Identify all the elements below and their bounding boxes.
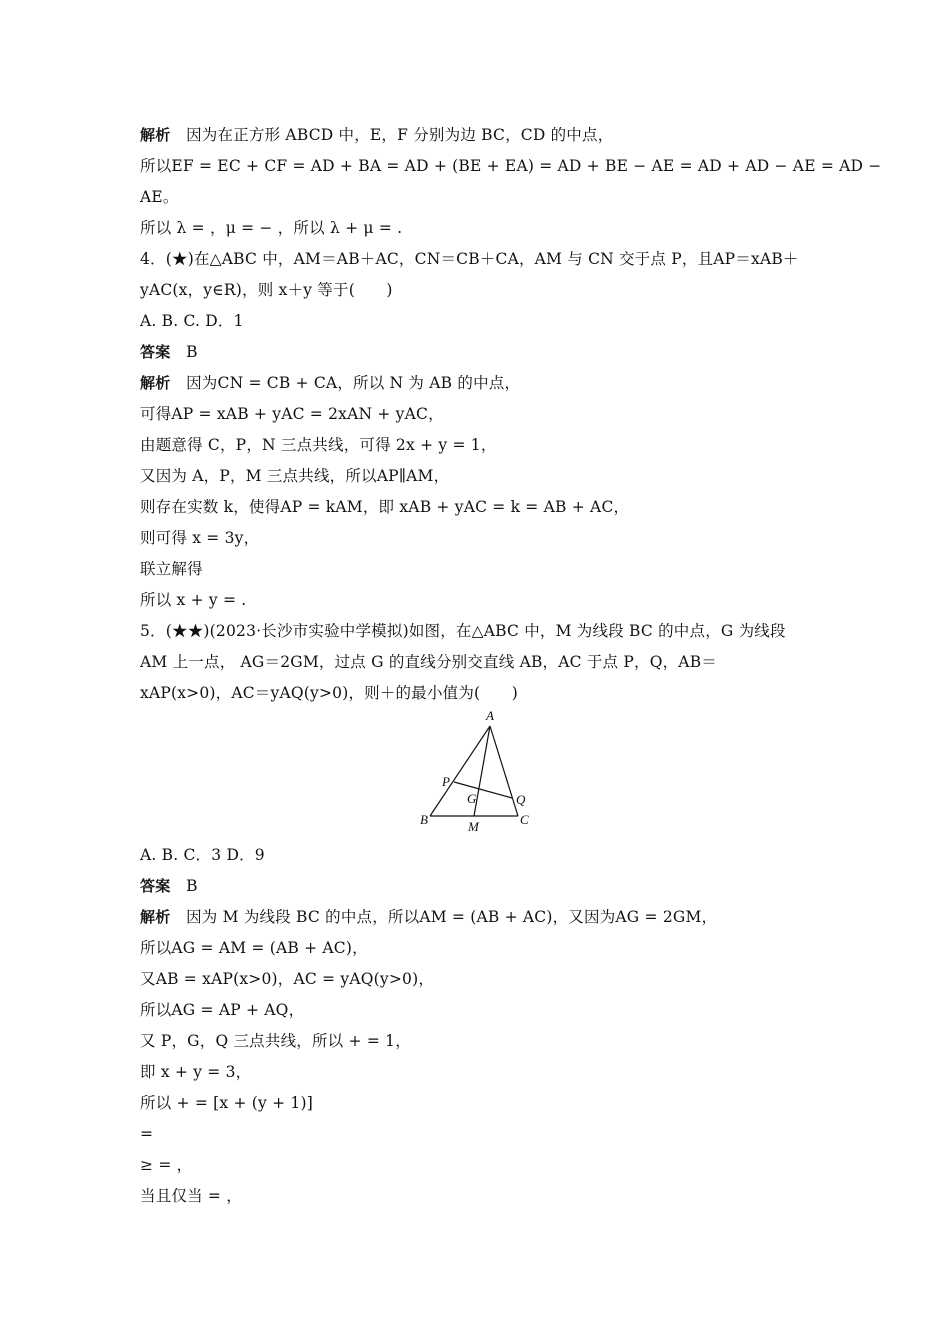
analysis-5-line-9: ≥ = ，: [140, 1156, 193, 1174]
label-analysis: 解析: [140, 374, 171, 392]
question-4-line-2: yAC(x，y∈R)，则 x＋y 等于( ): [140, 281, 393, 299]
analysis-4-line-4: 又因为 A，P，M 三点共线，所以AP∥AM，: [140, 467, 450, 485]
label-B: B: [420, 812, 428, 827]
analysis-5-line-2: 所以AG = AM = (AB + AC)，: [140, 939, 368, 957]
question-4-line-1: 4．(★)在△ABC 中，AM＝AB＋AC，CN＝CB＋CA，AM 与 CN 交于点 P，且AP＝xAB＋: [140, 250, 799, 268]
analysis-4-line-5: 则存在实数 k，使得AP = kAM，即 xAB + yAC = k = AB + AC，: [140, 498, 630, 516]
line-4: 所以 λ = ，μ = − ，所以 λ + μ = .: [140, 219, 403, 237]
analysis-4-line-2: 可得AP = xAB + yAC = 2xAN + yAC，: [140, 405, 444, 423]
question-4-options: A. B. C. D．1: [140, 312, 244, 330]
answer-4: 答案 B: [140, 343, 198, 361]
analysis-5-line-3: 又AB = xAP(x>0)，AC = yAQ(y>0)，: [140, 970, 435, 988]
analysis-5-line-1: 解析 因为 M 为线段 BC 的中点，所以AM = (AB + AC)，又因为AG = 2GM，: [140, 908, 718, 926]
answer-5: 答案 B: [140, 877, 198, 895]
line-3: AE。: [140, 188, 179, 206]
analysis-4-line-3: 由题意得 C，P，N 三点共线，可得 2x + y = 1，: [140, 436, 497, 454]
analysis-4-line-1: 解析 因为CN = CB + CA，所以 N 为 AB 的中点，: [140, 374, 521, 392]
analysis-5-line-8: =: [140, 1125, 154, 1143]
question-5-line-2: AM 上一点， AG＝2GM，过点 G 的直线分别交直线 AB，AC 于点 P，Q，AB＝: [140, 653, 717, 671]
line-2: 所以EF = EC + CF = AD + BA = AD + (BE + EA) = AD + BE − AE = AD + AD − AE = AD −: [140, 157, 882, 175]
label-M: M: [468, 819, 479, 834]
analysis-5-line-10: 当且仅当 = ，: [140, 1187, 242, 1205]
analysis-4-line-8: 所以 x + y = .: [140, 591, 247, 609]
question-5-options: A. B. C．3 D．9: [140, 846, 265, 864]
label-answer: 答案: [140, 343, 171, 361]
question-5-line-3: xAP(x>0)，AC＝yAQ(y>0)，则＋的最小值为( ): [140, 684, 518, 702]
label-G: G: [467, 791, 477, 806]
analysis-5-line-6: 即 x + y = 3，: [140, 1063, 252, 1081]
triangle-figure: [412, 708, 542, 834]
label-Q: Q: [516, 792, 526, 807]
label-C: C: [520, 812, 529, 827]
question-5-line-1: 5．(★★)(2023·长沙市实验中学模拟)如图，在△ABC 中，M 为线段 BC 的中点，G 为线段: [140, 622, 786, 640]
label-A: A: [486, 708, 494, 723]
label-answer: 答案: [140, 877, 171, 895]
label-P: P: [442, 774, 450, 789]
analysis-4-line-6: 则可得 x = 3y，: [140, 529, 260, 547]
label-analysis: 解析: [140, 126, 171, 144]
analysis-5-line-5: 又 P，G，Q 三点共线，所以 + = 1，: [140, 1032, 411, 1050]
line-1: 解析 因为在正方形 ABCD 中，E，F 分别为边 BC，CD 的中点，: [140, 126, 614, 144]
analysis-5-line-7: 所以 + = [x + (y + 1)]: [140, 1094, 313, 1112]
analysis-4-line-7: 联立解得: [140, 560, 203, 578]
analysis-5-line-4: 所以AG = AP + AQ，: [140, 1001, 305, 1019]
label-analysis: 解析: [140, 908, 171, 926]
